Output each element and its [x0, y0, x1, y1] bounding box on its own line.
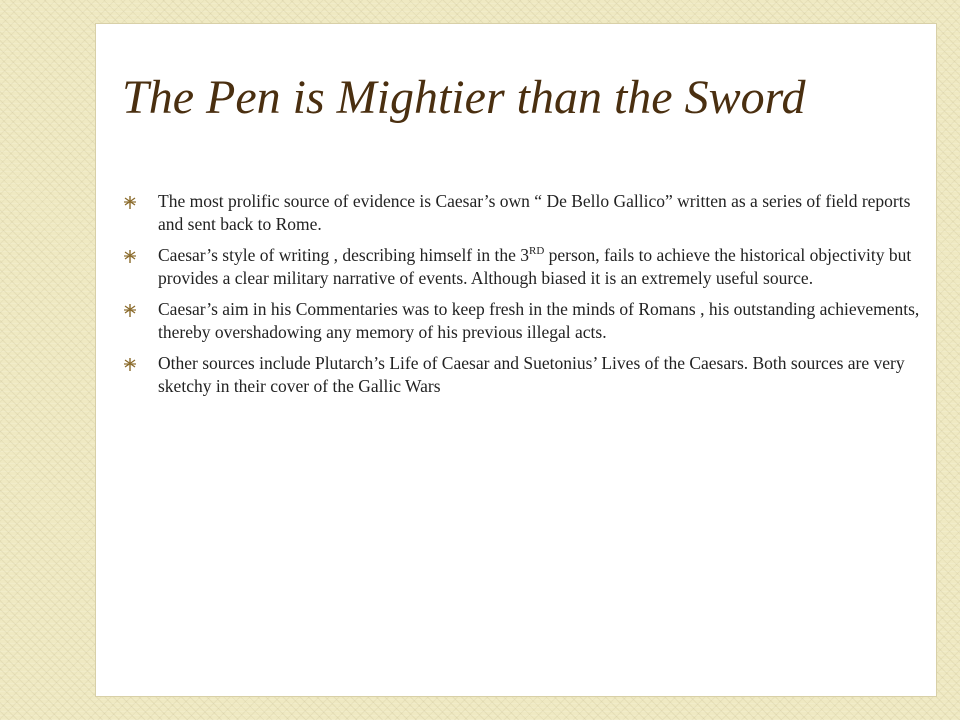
bullet-text-part: Caesar’s style of writing , describing himself in the 3 [158, 245, 529, 265]
bullet-list [122, 190, 922, 406]
bullet-item [122, 298, 922, 343]
wheat-sheaf-icon [122, 356, 138, 372]
bullet-text-part: person, fails to achieve the historical objectivity but provides a clear military narrative of events. Although biased it is an extremely useful source. [158, 245, 912, 288]
bullet-text: Caesar’s aim in his Commentaries was to keep fresh in the minds of Romans , his outstanding achievements, thereby overshadowing any memory of his previous illegal acts. [158, 299, 920, 342]
bullet-item [122, 244, 922, 289]
bullet-text: Other sources include Plutarch’s Life of Caesar and Suetonius’ Lives of the Caesars. Both sources are very sketchy in their cover of the Gallic Wars [158, 353, 905, 396]
bullet-item [122, 190, 922, 235]
bullet-item [122, 352, 922, 397]
bullet-text [158, 245, 911, 288]
ordinal-superscript: RD [529, 245, 545, 258]
slide-title: The Pen is Mightier than the Sword [122, 71, 806, 124]
wheat-sheaf-icon [122, 194, 138, 210]
wheat-sheaf-icon [122, 248, 138, 264]
wheat-sheaf-icon [122, 302, 138, 318]
bullet-text: The most prolific source of evidence is Caesar’s own “ De Bello Gallico” written as a series of field reports and sent back to Rome. [158, 191, 911, 234]
